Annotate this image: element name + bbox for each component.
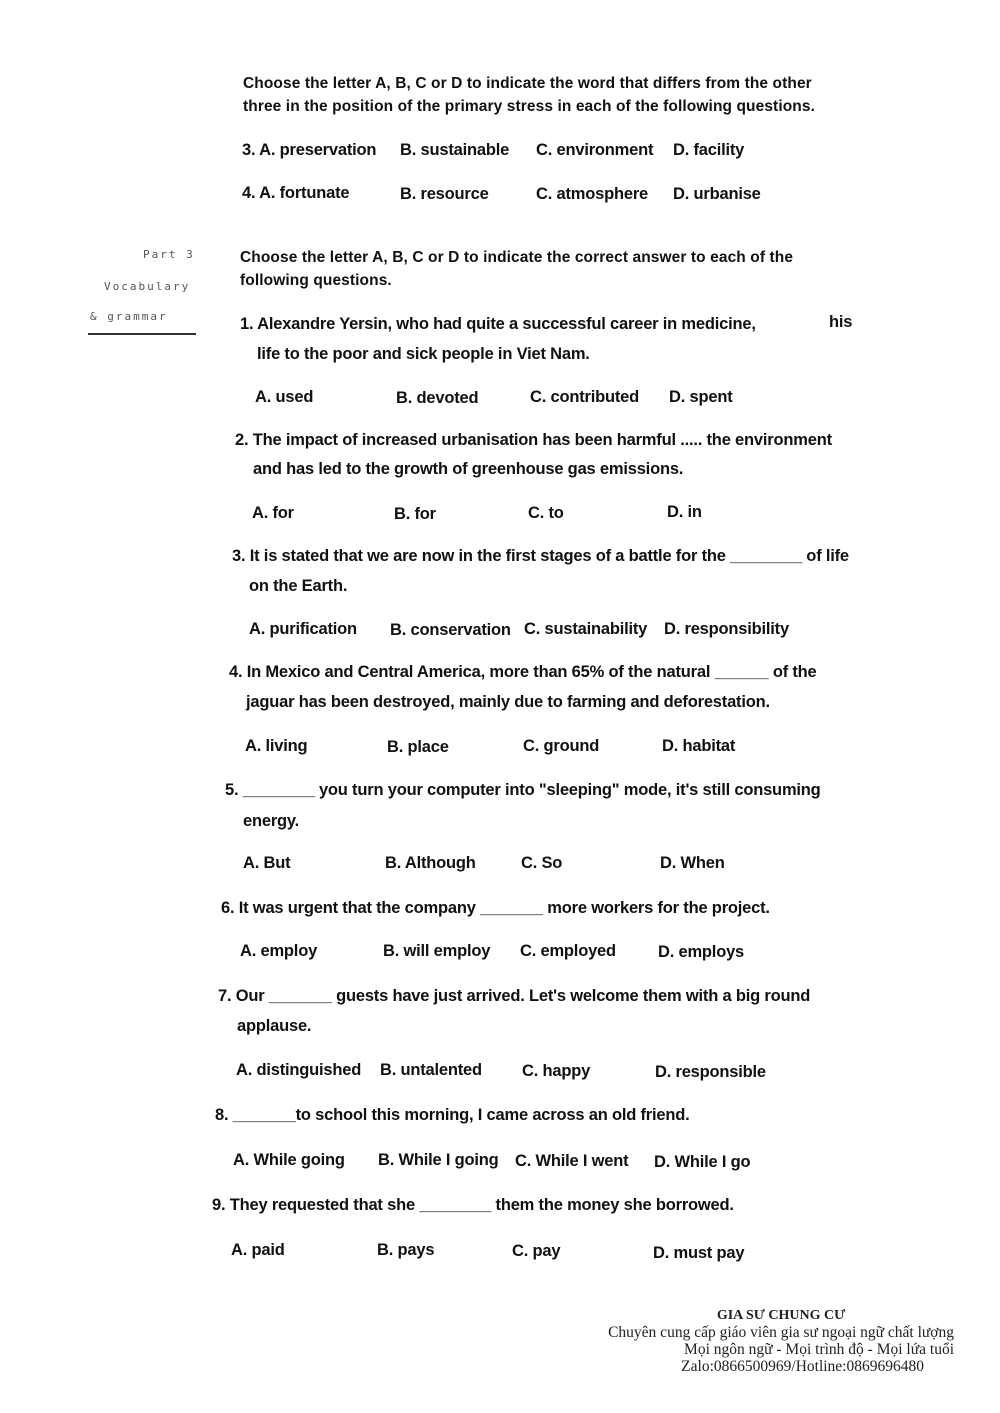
section-a-instruction-line2: three in the position of the primary stress in each of the following questions. <box>243 98 815 115</box>
question-4-line1: 4. In Mexico and Central America, more than 65% of the natural ______ of the <box>229 663 817 681</box>
footer-line2: Mọi ngôn ngữ - Mọi trình độ - Mọi lứa tuổi <box>684 1341 954 1358</box>
q8-option-c[interactable]: C. While I went <box>515 1152 629 1170</box>
question-7-line2: applause. <box>237 1017 312 1035</box>
stress-q3-option-a[interactable]: 3. A. preservation <box>242 141 377 159</box>
question-1-line1-end: his <box>829 313 853 331</box>
q1-option-b[interactable]: B. devoted <box>396 389 479 407</box>
footer-block <box>608 1307 954 1375</box>
question-2-line2: and has led to the growth of greenhouse gas emissions. <box>253 460 684 478</box>
question-5-line2: energy. <box>243 812 300 830</box>
question-5-line1: 5. ________ you turn your computer into "sleeping" mode, it's still consuming <box>225 781 821 799</box>
footer-title: GIA SƯ CHUNG CƯ <box>716 1308 846 1323</box>
q7-option-b[interactable]: B. untalented <box>380 1061 482 1079</box>
q5-option-a[interactable]: A. But <box>243 854 291 872</box>
q6-option-c[interactable]: C. employed <box>520 942 616 960</box>
q9-option-a[interactable]: A. paid <box>231 1241 285 1259</box>
q2-option-b[interactable]: B. for <box>394 505 436 523</box>
q6-option-a[interactable]: A. employ <box>240 942 318 960</box>
q4-option-d[interactable]: D. habitat <box>662 737 736 755</box>
stress-q4-id: 4. <box>242 184 256 202</box>
stress-q3-option-d[interactable]: D. facility <box>673 141 745 159</box>
q1-option-a[interactable]: A. used <box>255 388 314 406</box>
q8-option-a[interactable]: A. While going <box>233 1151 345 1169</box>
question-2-line1: 2. The impact of increased urbanisation has been harmful ..... the environment <box>235 431 832 449</box>
q7-option-c[interactable]: C. happy <box>522 1062 591 1080</box>
q3-option-d[interactable]: D. responsibility <box>664 620 789 638</box>
question-1-line2: life to the poor and sick people in Viet Nam. <box>257 345 590 363</box>
stress-q4-option-d[interactable]: D. urbanise <box>673 185 761 203</box>
q5-option-b[interactable]: B. Although <box>385 854 476 872</box>
question-7-line1: 7. Our _______ guests have just arrived. Let's welcome them with a big round <box>218 987 811 1005</box>
q4-option-a[interactable]: A. living <box>245 737 308 755</box>
q6-option-d[interactable]: D. employs <box>658 943 745 961</box>
q1-option-d[interactable]: D. spent <box>669 388 733 406</box>
question-3-line1: 3. It is stated that we are now in the first stages of a battle for the ________ of life <box>232 547 849 565</box>
sidebar-vocabulary-label: Vocabulary <box>104 280 191 293</box>
section-a-instruction-line1: Choose the letter A, B, C or D to indicate the word that differs from the other <box>243 75 812 92</box>
question-1-line1: 1. Alexandre Yersin, who had quite a successful career in medicine, <box>240 315 756 333</box>
stress-q3-id: 3. <box>242 141 256 159</box>
q4-option-b[interactable]: B. place <box>387 738 449 756</box>
q7-option-d[interactable]: D. responsible <box>655 1063 766 1081</box>
question-3-line2: on the Earth. <box>249 577 348 595</box>
q9-option-b[interactable]: B. pays <box>377 1241 435 1259</box>
sidebar-part-label: Part 3 <box>143 248 195 261</box>
q9-option-c[interactable]: C. pay <box>512 1242 561 1260</box>
sidebar-grammar-label: & grammar <box>90 310 168 323</box>
section-b-instruction-line1: Choose the letter A, B, C or D to indicate the correct answer to each of the <box>240 249 794 266</box>
stress-q4-option-c[interactable]: C. atmosphere <box>536 185 649 203</box>
q8-option-b[interactable]: B. While I going <box>378 1151 499 1169</box>
q2-option-a[interactable]: A. for <box>252 504 294 522</box>
q5-option-d[interactable]: D. When <box>660 854 725 872</box>
footer-line3: Zalo:0866500969/Hotline:0869696480 <box>681 1358 924 1375</box>
q7-option-a[interactable]: A. distinguished <box>236 1061 362 1079</box>
stress-q3-option-b[interactable]: B. sustainable <box>400 141 510 159</box>
q1-option-c[interactable]: C. contributed <box>530 388 640 406</box>
sidebar-divider <box>88 333 196 335</box>
footer-line1: Chuyên cung cấp giáo viên gia sư ngoại ngữ chất lượng <box>608 1324 954 1341</box>
q3-option-a[interactable]: A. purification <box>249 620 357 638</box>
question-4-line2: jaguar has been destroyed, mainly due to farming and deforestation. <box>246 693 770 711</box>
q8-option-d[interactable]: D. While I go <box>654 1153 751 1171</box>
q5-option-c[interactable]: C. So <box>521 854 563 872</box>
q2-option-c[interactable]: C. to <box>528 504 564 522</box>
section-b-instruction-line2: following questions. <box>240 272 392 289</box>
stress-q4-option-a[interactable]: 4. A. fortunate <box>242 184 350 202</box>
stress-q4-option-b[interactable]: B. resource <box>400 185 489 203</box>
q3-option-c[interactable]: C. sustainability <box>524 620 648 638</box>
q3-option-b[interactable]: B. conservation <box>390 621 511 639</box>
q2-option-d[interactable]: D. in <box>667 503 702 521</box>
stress-q3-option-c[interactable]: C. environment <box>536 141 654 159</box>
q4-option-c[interactable]: C. ground <box>523 737 600 755</box>
question-9-line1: 9. They requested that she ________ them the money she borrowed. <box>212 1196 734 1214</box>
question-8-line1: 8. _______to school this morning, I came across an old friend. <box>215 1106 690 1124</box>
question-6-line1: 6. It was urgent that the company _______ more workers for the project. <box>221 899 770 917</box>
q6-option-b[interactable]: B. will employ <box>383 942 491 960</box>
q9-option-d[interactable]: D. must pay <box>653 1244 745 1262</box>
